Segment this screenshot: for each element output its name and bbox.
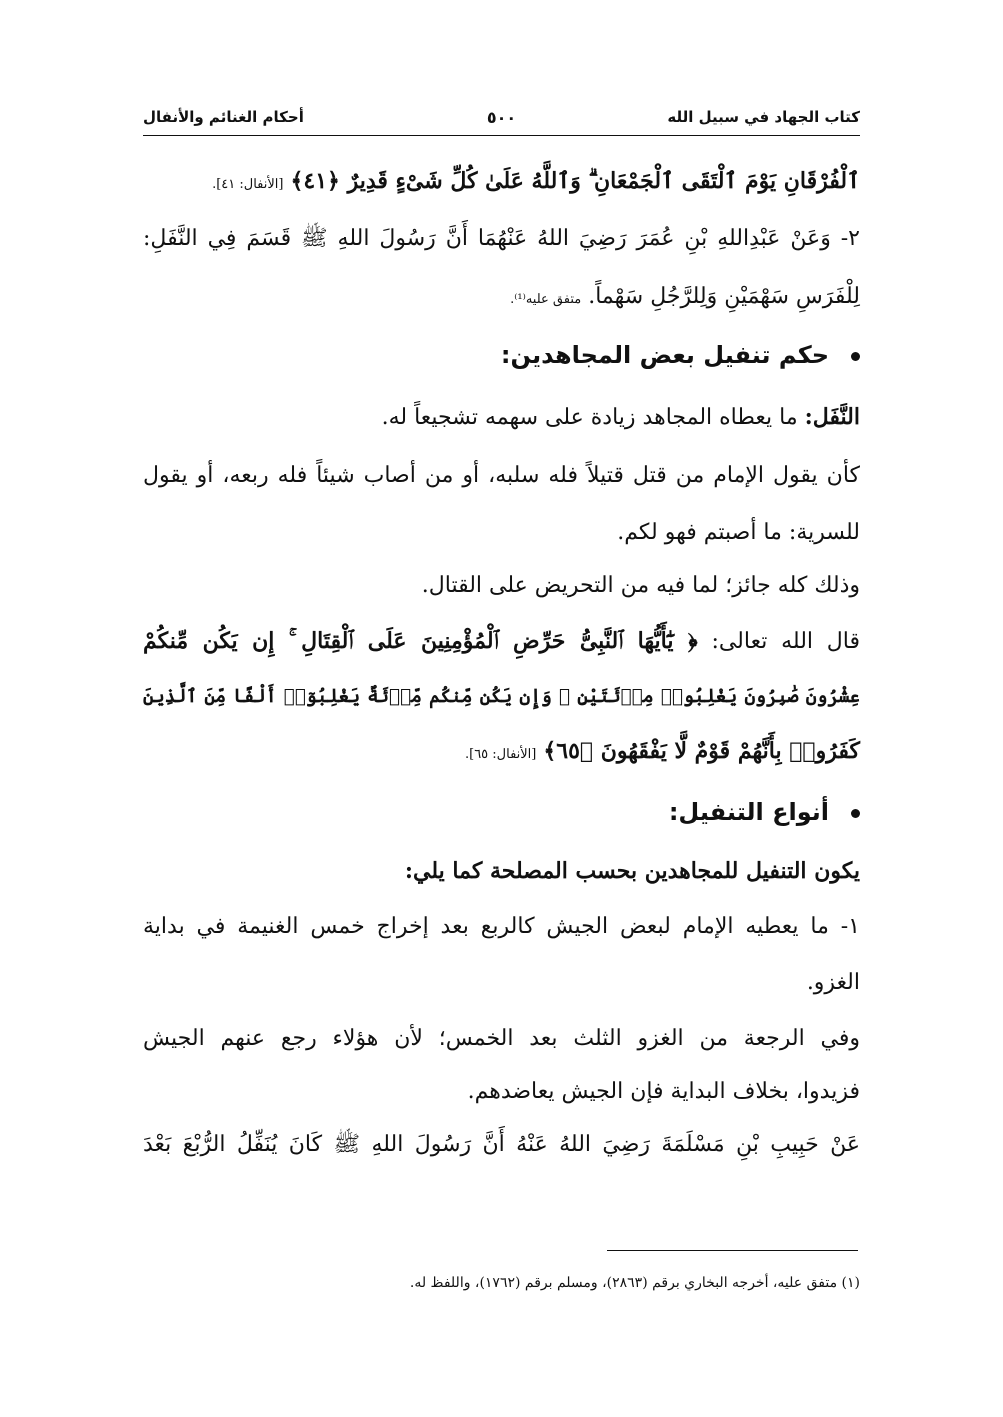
section-heading <box>143 797 860 827</box>
running-header <box>143 100 860 134</box>
verse-intro: قال الله تعالى: <box>711 629 860 654</box>
hadith-text: لِلْفَرَسِ سَهْمَيْنِ وَلِلرَّجُلِ سَهْماً. <box>588 284 860 309</box>
text-line <box>143 626 860 657</box>
text-line <box>143 282 860 315</box>
header-rule <box>143 135 860 136</box>
text-line: كأن يقول الإمام من قتل قتيلاً فله سلبه، أو من أصاب شيئاً فله ربعه، أو يقول <box>143 463 860 488</box>
hadith-grading: متفق عليه⁽¹⁾. <box>510 292 582 307</box>
term-definition: ما يعطاه المجاهد زيادة على سهمه تشجيعاً له. <box>381 405 798 430</box>
quran-verse: كَفَرُوا۟ بِأَنَّهُمْ قَوْمٌ لَّا يَفْقَهُونَ ﴿٦٥﴾ <box>543 738 860 764</box>
term-label: النَّفَل: <box>804 404 860 430</box>
subheading: يكون التنفيل للمجاهدين بحسب المصلحة كما يلي: <box>404 858 860 884</box>
text-line <box>143 166 860 200</box>
quran-verse: ﴿ يَٰٓأَيُّهَا ٱلنَّبِىُّ حَرِّضِ ٱلْمُؤْمِنِينَ عَلَى ٱلْقِتَالِ ۚ إِن يَكُن مِّنكُمْ <box>143 628 698 654</box>
list-item: ١- ما يعطيه الإمام لبعض الجيش كالربع بعد إخراج خمس الغنيمة في بداية <box>143 914 860 939</box>
heading-text: حكم تنفيل بعض المجاهدين: <box>500 341 829 369</box>
bullet-icon <box>851 352 860 361</box>
verse-reference: [الأنفال: ٤١]. <box>212 177 284 192</box>
verse-reference: [الأنفال: ٦٥]. <box>464 747 537 762</box>
text-line: للسرية: ما أصبتم فهو لكم. <box>617 520 860 545</box>
text-line <box>143 402 860 433</box>
heading-text: أنواع التنفيل: <box>668 798 829 826</box>
text-line <box>143 736 860 770</box>
page-number: ٥٠٠ <box>486 107 517 127</box>
hadith-line: عَنْ حَبِيبِ بْنِ مَسْلَمَةَ رَضِيَ اللهُ عَنْهُ أَنَّ رَسُولَ اللهِ ﷺ كَانَ يُنَفِّلُ الرُّبْعَ بَعْدَ <box>143 1132 860 1157</box>
text-line: وفي الرجعة من الغزو الثلث بعد الخمس؛ لأن هؤلاء رجع عنهم الجيش <box>143 1026 860 1051</box>
footnote-rule <box>607 1250 858 1251</box>
hadith-line: ٢- وَعَنْ عَبْدِاللهِ بْنِ عُمَرَ رَضِيَ اللهُ عَنْهُمَا أَنَّ رَسُولَ اللهِ ﷺ قَسَمَ فِي النَّفَلِ: <box>143 226 860 251</box>
text-line: الغزو. <box>806 970 860 995</box>
text-line: فزيدوا، بخلاف البداية فإن الجيش يعاضدهم. <box>467 1079 860 1104</box>
quran-verse: عِشْرُونَ صَٰبِرُونَ يَغْلِبُوا۟ مِا۟ئَتَيْنِ ۚ وَإِن يَكُن مِّنكُم مِّا۟ئَةٌ يَغْلِبُوٓا۟ أَلْفًا مِّنَ ٱلَّذِينَ <box>143 686 860 707</box>
text-line: وذلك كله جائز؛ لما فيه من التحريض على القتال. <box>421 573 860 598</box>
quran-verse: ٱلْفُرْقَانِ يَوْمَ ٱلْتَقَى ٱلْجَمْعَانِ ۗ وَٱللَّهُ عَلَىٰ كُلِّ شَىْءٍ قَدِيرٌ ﴿٤١﴾ <box>290 168 860 194</box>
section-heading <box>143 340 860 370</box>
bullet-icon <box>851 809 860 818</box>
book-title: كتاب الجهاد في سبيل الله <box>667 108 860 126</box>
chapter-title: أحكام الغنائم والأنفال <box>143 108 304 126</box>
footnote: (١) متفق عليه، أخرجه البخاري برقم (٢٨٦٣)، ومسلم برقم (١٧٦٢)، واللفظ له. <box>409 1275 860 1291</box>
